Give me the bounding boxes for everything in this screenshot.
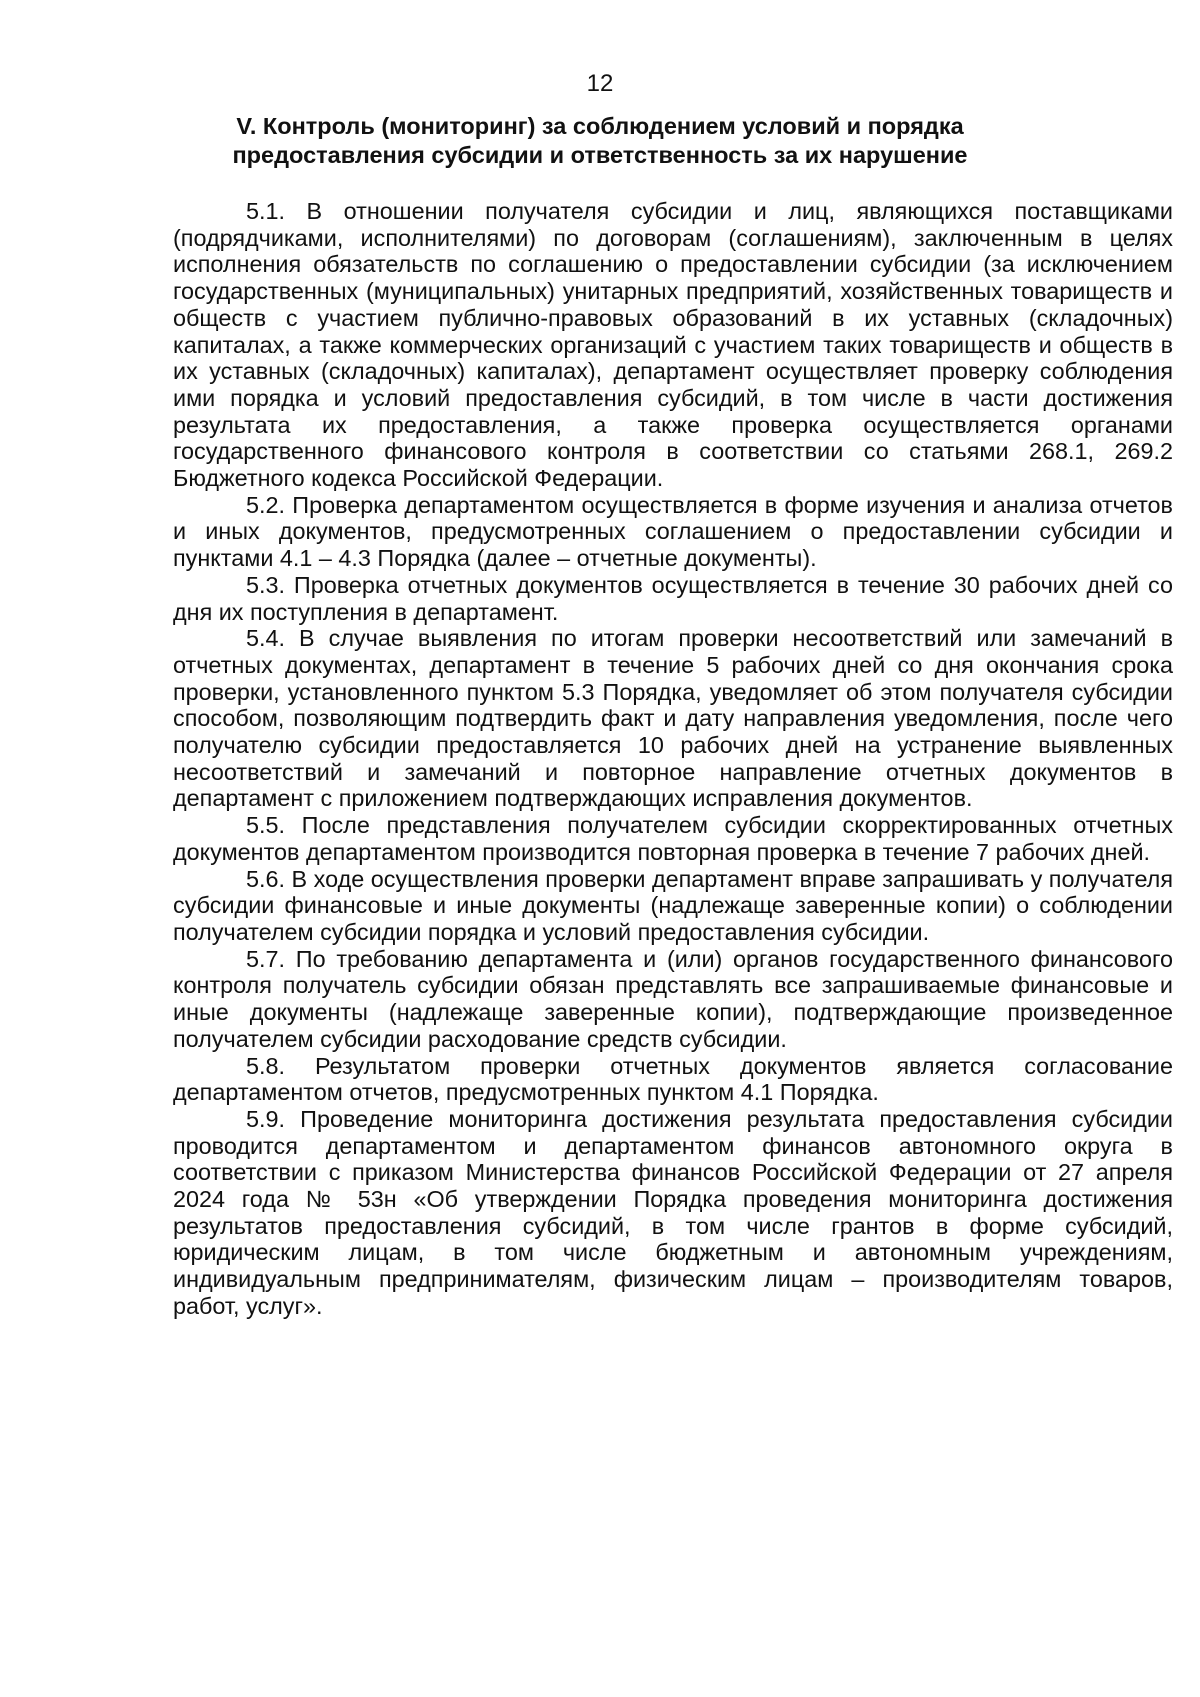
paragraph-5-7: 5.7. По требованию департамента и (или) органов государственного финансового контроля получатель субсидии обязан представлять все запрашиваемые финансовые и иные документы (надлежаще заверенные копии), подтверждающие произведенное получателем субсидии расходование средств субсидии. (173, 945, 1173, 1052)
section-title-line-1: V. Контроль (мониторинг) за соблюдением условий и порядка (236, 113, 964, 139)
paragraph-5-2: 5.2. Проверка департаментом осуществляется в форме изучения и анализа отчетов и иных документов, предусмотренных соглашением о предоставлении субсидии и пунктами 4.1 – 4.3 Порядка (далее – отчетные документы). (173, 491, 1173, 572)
paragraph-5-6: 5.6. В ходе осуществления проверки департамент вправе запрашивать у получателя субсидии финансовые и иные документы (надлежаще заверенные копии) о соблюдении получателем субсидии порядка и условий предоставления субсидии. (173, 865, 1173, 945)
paragraph-5-4: 5.4. В случае выявления по итогам проверки несоответствий или замечаний в отчетных документах, департамент в течение 5 рабочих дней со дня окончания срока проверки, установленного пунктом 5.3 Порядка, уведомляет об этом получателя субсидии способом, позволяющим подтвердить факт и дату направления уведомления, после чего получателю субсидии предоставляется 10 рабочих дней на устранение выявленных несоответствий и замечаний и повторное направление отчетных документов в департамент с приложением подтверждающих исправления документов. (173, 625, 1173, 812)
section-title (160, 112, 1040, 170)
paragraph-5-5: 5.5. После представления получателем субсидии скорректированных отчетных документов департаментом производится повторная проверка в течение 7 рабочих дней. (173, 812, 1173, 865)
paragraph-5-3: 5.3. Проверка отчетных документов осуществляется в течение 30 рабочих дней со дня их поступления в департамент. (173, 571, 1173, 625)
paragraph-5-9: 5.9. Проведение мониторинга достижения результата предоставления субсидии проводится департаментом и департаментом финансов автономного округа в соответствии с приказом Министерства финансов Российской Федерации от 27 апреля 2024 года № 53н «Об утверждении Порядка проведения мониторинга достижения результатов предоставления субсидий, в том числе грантов в форме субсидий, юридическим лицам, в том числе бюджетным и автономным учреждениям, индивидуальным предпринимателям, физическим лицам – производителям товаров, работ, услуг». (173, 1105, 1173, 1319)
paragraph-5-8: 5.8. Результатом проверки отчетных документов является согласование департаментом отчетов, предусмотренных пунктом 4.1 Порядка. (173, 1052, 1173, 1106)
page-number: 12 (586, 70, 614, 97)
paragraph-5-1: 5.1. В отношении получателя субсидии и лиц, являющихся поставщиками (подрядчиками, исполнителями) по договорам (соглашениям), заключенным в целях исполнения обязательств по соглашению о предоставлении субсидии (за исключением государственных (муниципальных) унитарных предприятий, хозяйственных товариществ и обществ с участием публично-правовых образований в их уставных (складочных) капиталах, а также коммерческих организаций с участием таких товариществ и обществ в их уставных (складочных) капиталах), департамент осуществляет проверку соблюдения ими порядка и условий предоставления субсидий, в том числе в части достижения результата их предоставления, а также проверка осуществляется органами государственного финансового контроля в соответствии со статьями 268.1, 269.2 Бюджетного кодекса Российской Федерации. (173, 198, 1173, 492)
section-body (173, 198, 1173, 1320)
section-title-line-2: предоставления субсидии и ответственность за их нарушение (232, 142, 968, 168)
